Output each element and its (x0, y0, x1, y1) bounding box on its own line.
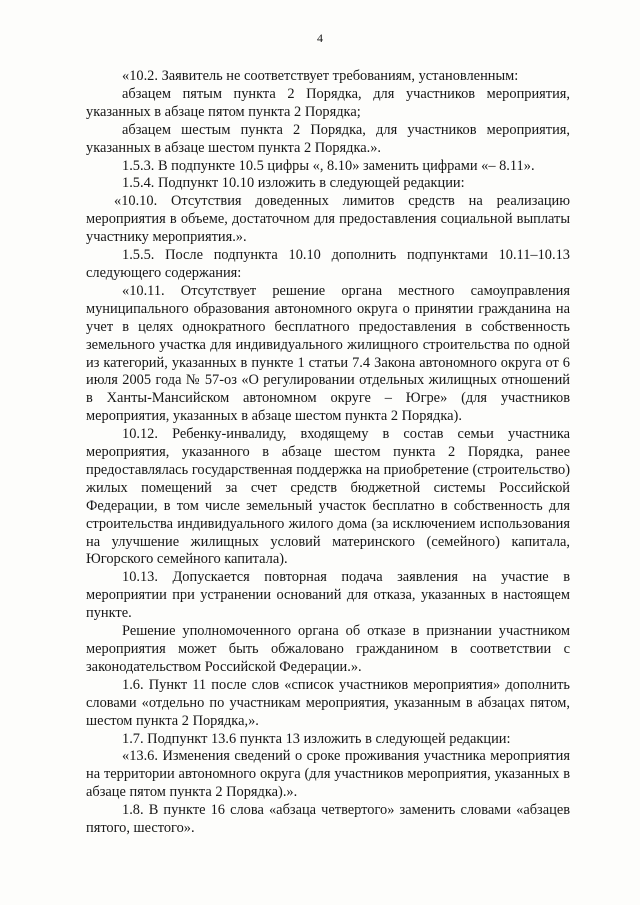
paragraph-10-10: «10.10. Отсутствия доведенных лимитов средств на реализацию мероприятия в объеме, достаточном для предоставления социальной выплаты участнику мероприятия.». (86, 193, 570, 246)
paragraph-13-6: «13.6. Изменения сведений о сроке проживания участника мероприятия на территории автономного округа (для участников мероприятия, указанных в абзаце пятом пункта 2 Порядка).». (86, 748, 570, 801)
paragraph-1-5-5: 1.5.5. После подпункта 10.10 дополнить подпунктами 10.11–10.13 следующего содержания: (86, 247, 570, 281)
page-number: 4 (317, 31, 323, 45)
paragraph-1-5-3: 1.5.3. В подпункте 10.5 цифры «, 8.10» заменить цифрами «– 8.11». (122, 157, 535, 174)
paragraph-10-2-item-1: абзацем пятым пункта 2 Порядка, для участников мероприятия, указанных в абзаце пятом пункта 2 Порядка; (86, 85, 570, 120)
paragraph-1-8: 1.8. В пункте 16 слова «абзаца четвертого» заменить словами «абзацев пятого, шестого». (86, 802, 570, 837)
document-body (86, 68, 570, 838)
paragraph-10-13: 10.13. Допускается повторная подача заявления на участие в мероприятии при устранении оснований для отказа, указанных в настоящем пункте. (86, 569, 570, 622)
paragraph-10-11: «10.11. Отсутствует решение органа местного самоуправления муниципального образования автономного округа о принятии гражданина на учет в целях однократного бесплатного предоставления в собственность земельного участка для индивидуального жилищного строительства по одной из категорий, указанных в пункте 1 статьи 7.4 Закона автономного округа от 6 июля 2005 года № 57-оз «О регулировании отдельных жилищных отношений в Ханты-Мансийском автономном округе – Югре» (для участников мероприятия, указанных в абзаце шестом пункта 2 Порядка). (86, 282, 570, 425)
paragraph-appeal: Решение уполномоченного органа об отказе в признании участником мероприятия может быть обжаловано гражданином в соответствии с законодательством Российской Федерации.». (86, 623, 570, 675)
paragraph-10-2-item-2: абзацем шестым пункта 2 Порядка, для участников мероприятия, указанных в абзаце шестом пункта 2 Порядка.». (86, 121, 570, 156)
paragraph-1-5-4: 1.5.4. Подпункт 10.10 изложить в следующей редакции: (122, 175, 465, 192)
paragraph-10-12: 10.12. Ребенку-инвалиду, входящему в состав семьи участника мероприятия, указанного в абзаце шестом пункта 2 Порядка, ранее предоставлялась государственная поддержка на приобретение (строительство) жилых помещений за счет средств бюджетной системы Российской Федерации, в том числе земельный участок бесплатно в собственность для строительства индивидуального жилого дома (за исключением использования на улучшение жилищных условий материнского (семейного) капитала, Югорского семейного капитала). (86, 426, 570, 568)
paragraph-1-7: 1.7. Подпункт 13.6 пункта 13 изложить в следующей редакции: (122, 730, 511, 747)
paragraph-10-2: «10.2. Заявитель не соответствует требованиям, установленным: (122, 68, 519, 84)
paragraph-1-6: 1.6. Пункт 11 после слов «список участников мероприятия» дополнить словами «отдельно по участникам мероприятия, указанным в абзацах пятом, шестом пункта 2 Порядка,». (86, 676, 570, 729)
